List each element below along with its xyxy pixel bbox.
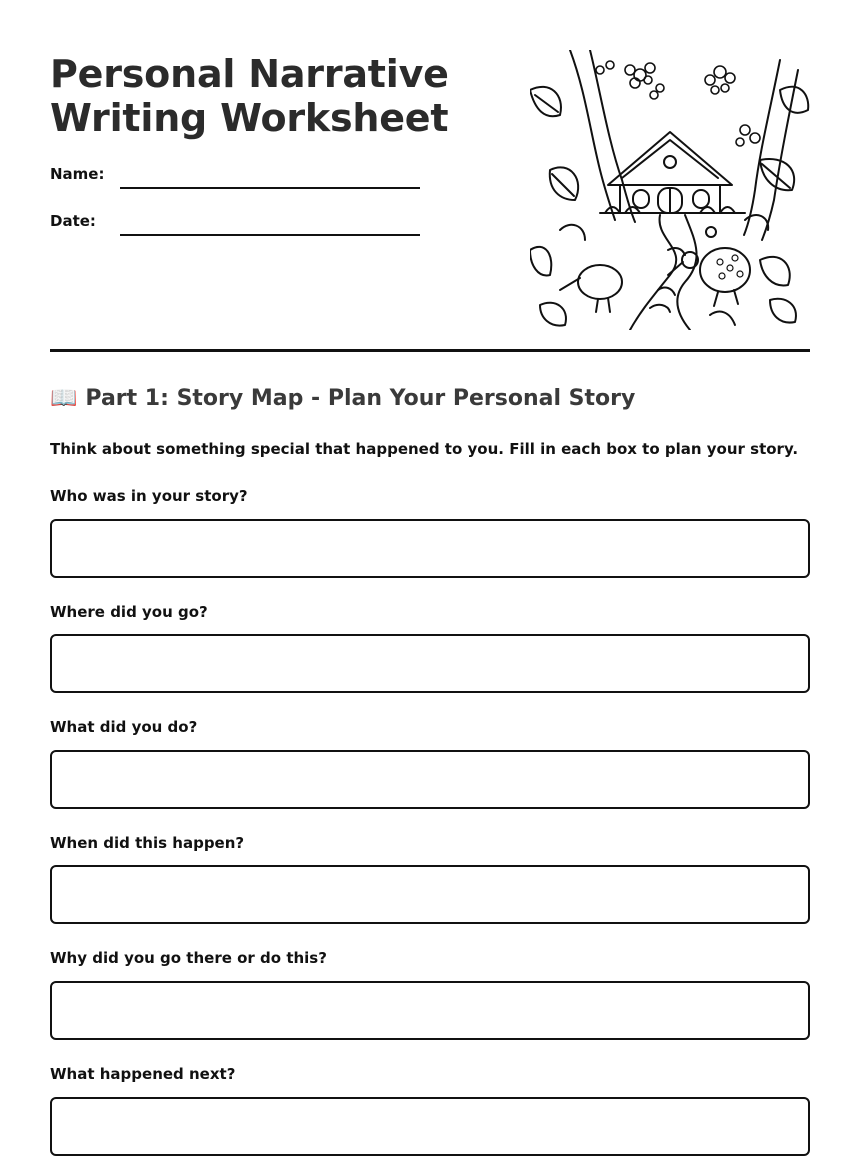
name-label: Name:	[50, 165, 105, 183]
worksheet-title	[50, 52, 490, 140]
answer-box-who[interactable]	[50, 519, 810, 578]
answer-box-why[interactable]	[50, 981, 810, 1040]
section-divider	[50, 349, 810, 352]
question-label-next: What happened next?	[50, 1065, 236, 1083]
question-label-what: What did you do?	[50, 718, 198, 736]
question-label-why: Why did you go there or do this?	[50, 949, 327, 967]
question-label-where: Where did you go?	[50, 603, 208, 621]
answer-box-when[interactable]	[50, 865, 810, 924]
answer-box-where[interactable]	[50, 634, 810, 693]
answer-box-what[interactable]	[50, 750, 810, 809]
open-book-icon: 📖	[50, 386, 78, 411]
part1-instructions: Think about something special that happened to you. Fill in each box to plan your story.	[50, 440, 799, 458]
title-line-2: Writing Worksheet	[50, 96, 449, 140]
part1-heading-text: Part 1: Story Map - Plan Your Personal Story	[85, 386, 636, 411]
village-illustration-icon	[530, 50, 810, 330]
part1-heading	[50, 386, 635, 411]
question-label-when: When did this happen?	[50, 834, 245, 852]
title-line-1: Personal Narrative	[50, 52, 449, 96]
name-line[interactable]	[120, 187, 420, 189]
date-line[interactable]	[120, 234, 420, 236]
date-label: Date:	[50, 212, 96, 230]
question-label-who: Who was in your story?	[50, 487, 248, 505]
answer-box-next[interactable]	[50, 1097, 810, 1156]
